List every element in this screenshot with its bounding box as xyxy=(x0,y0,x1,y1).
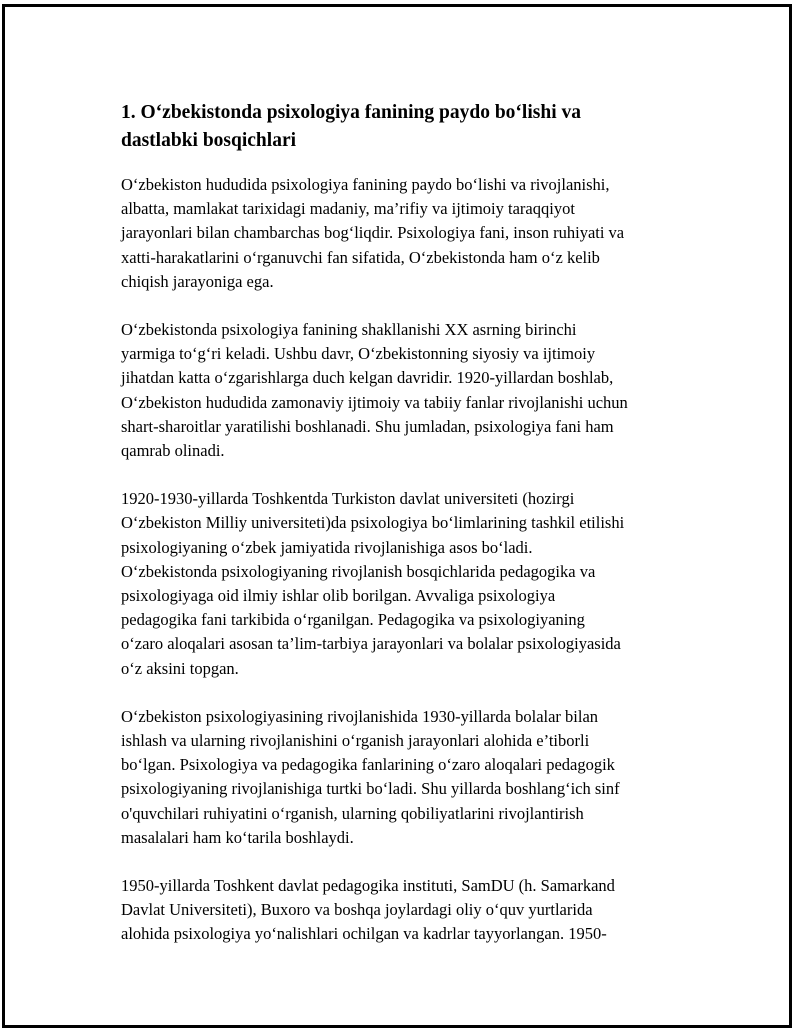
paragraph-1: O‘zbekiston hududida psixologiya fanining paydo bo‘lishi va rivojlanishi, albatta, mamlakat tarixidagi madaniy, ma’rifiy va ijtimoiy taraqqiyot jarayonlari bilan chambarchas bog‘liqdir. Psixologiya fani, inson ruhiyati va xatti-harakatlarini o‘rganuvchi fan sifatida, O‘zbekistonda ham o‘z kelib chiqish jarayoniga ega. xyxy=(121,175,625,291)
section-title: 1. O‘zbekistonda psixologiya fanining paydo bo‘lishi va dastlabki bosqichlari xyxy=(121,102,581,151)
paragraph-5: 1950-yillarda Toshkent davlat pedagogika instituti, SamDU (h. Samarkand Davlat Universiteti), Buxoro va boshqa joylardagi oliy o‘quv yurtlarida alohida psixologiya yo‘nalishlari ochilgan va kadrlar tayyorlangan. 1950- xyxy=(121,876,615,944)
paragraph-3: 1920-1930-yillarda Toshkentda Turkiston davlat universiteti (hozirgi O‘zbekiston Milliy universiteti)da psixologiya bo‘limlarining tashkil etilishi psixologiyaning o‘zbek jamiyatida rivojlanishiga asos bo‘ladi. O‘zbekistonda psixologiyaning rivojlanish bosqichlarida pedagogika va psixologiyaga oid ilmiy ishlar olib borilgan. Avvaliga psixologiya pedagogika fani tarkibida o‘rganilgan. Pedagogika va psixologiyaning o‘zaro aloqalari asosan ta’lim-tarbiya jarayonlari va bolalar psixologiyasida o‘z aksini topgan. xyxy=(121,489,625,678)
document-page xyxy=(2,4,792,1028)
paragraph-4: O‘zbekiston psixologiyasining rivojlanishida 1930-yillarda bolalar bilan ishlash va ularning rivojlanishini o‘rganish jarayonlari alohida e’tiborli bo‘lgan. Psixologiya va pedagogika fanlarining o‘zaro aloqalari pedagogik psixologiyaning rivojlanishiga turtki bo‘ladi. Shu yillarda boshlang‘ich sinf o'quvchilari ruhiyatini o‘rganish, ularning qobiliyatlarini rivojlantirish masalalari ham ko‘tarila boshlaydi. xyxy=(121,706,620,847)
paragraph-2: O‘zbekistonda psixologiya fanining shakllanishi XX asrning birinchi yarmiga to‘g‘ri keladi. Ushbu davr, O‘zbekistonning siyosiy va ijtimoiy jihatdan katta o‘zgarishlarga duch kelgan davridir. 1920-yillardan boshlab, O‘zbekiston hududida zamonaviy ijtimoiy va tabiiy fanlar rivojlanishi uchun shart-sharoitlar yaratilishi boshlanadi. Shu jumladan, psixologiya fani ham qamrab olinadi. xyxy=(121,320,628,461)
document-content xyxy=(121,99,695,971)
